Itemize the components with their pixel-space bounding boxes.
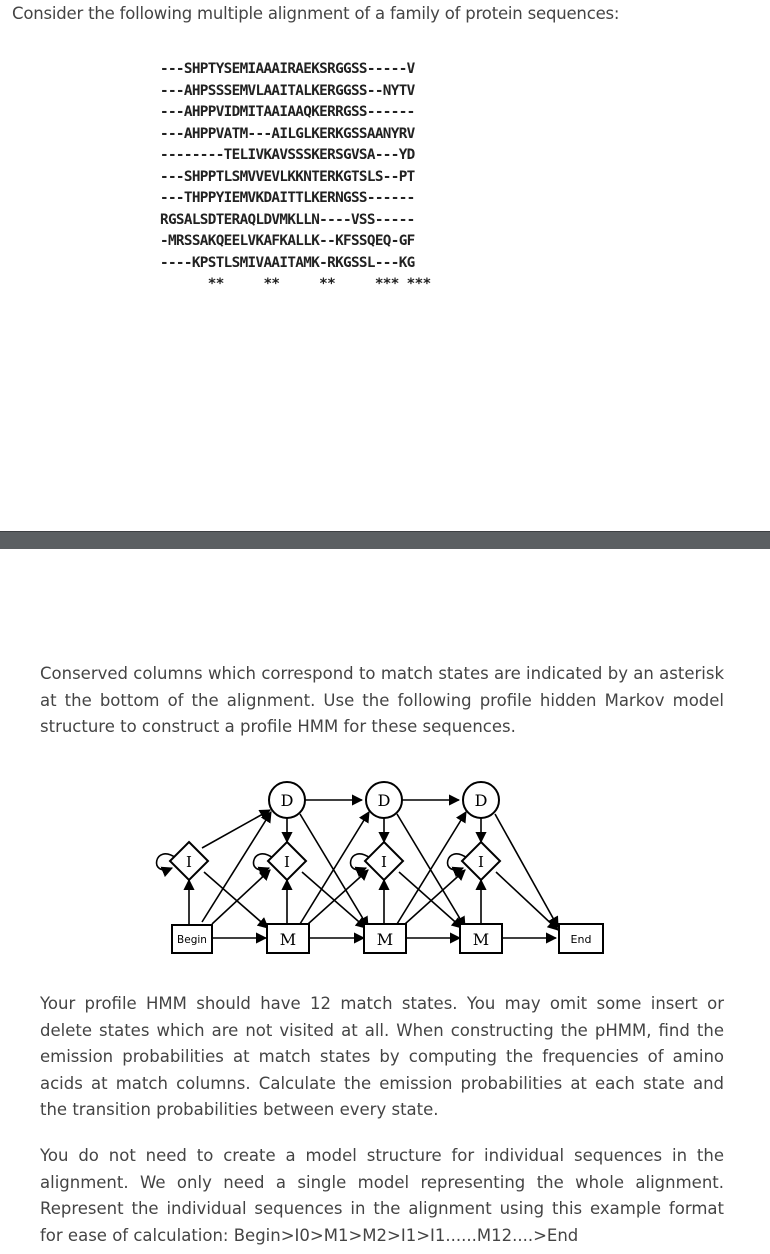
alignment-row: --------TELIVKAVSSSKERSGVSA---YD	[160, 147, 415, 163]
match-state	[364, 924, 406, 953]
delete-state	[269, 782, 305, 818]
svg-text:Begin: Begin	[177, 934, 207, 946]
svg-text:D: D	[280, 791, 294, 810]
svg-text:M: M	[279, 930, 297, 949]
svg-text:M: M	[472, 930, 490, 949]
conservation-row: ** ** ** *** ***	[160, 276, 431, 292]
svg-text:I: I	[381, 853, 387, 871]
alignment-row: RGSALSDTERAQLDVMKLLN----VSS-----	[160, 211, 415, 228]
end-state	[559, 924, 603, 953]
alignment-row: ---AHPPVATM---AILGLKERKGSSAANYRV	[160, 125, 415, 142]
profile-hmm-diagram	[140, 772, 620, 972]
alignment-row: ---SHPPTLSMVVEVLKKNTERKGTSLS--PT	[160, 168, 415, 185]
alignment-row: ---AHPSSSEMVLAAITALKERGGSS--NYTV	[160, 82, 415, 99]
insert-state	[365, 842, 403, 880]
svg-text:End: End	[570, 933, 592, 946]
svg-text:M: M	[376, 930, 394, 949]
insert-state	[462, 842, 500, 880]
delete-state	[366, 782, 402, 818]
instructions-paragraph-1: Conserved columns which correspond to match states are indicated by an asterisk at the bottom of the alignment. Use the following profile hidden Markov model structure to construct a profile HMM for these sequences.	[40, 664, 724, 736]
intro-text: Consider the following multiple alignment of a family of protein sequences:	[12, 4, 620, 23]
instructions-paragraph-2: Your profile HMM should have 12 match states. You may omit some insert or delete states which are not visited at all. When constructing the pHMM, find the emission probabilities at match states by computing the frequencies of amino acids at match columns. Calculate the emission probabilities at each state and the transition probabilities between every state.	[40, 994, 724, 1119]
alignment-row: ---AHPPVIDMITAAIAAQKERRGSS------	[160, 104, 415, 120]
svg-text:D: D	[377, 791, 391, 810]
alignment-row: -MRSSAKQEELVKAFKALLK--KFSSQEQ-GF	[160, 233, 415, 249]
delete-state	[463, 782, 499, 818]
svg-text:I: I	[478, 853, 484, 871]
begin-state	[172, 925, 212, 953]
alignment-row: ---THPPYIEMVKDAITTLKERNGSS------	[160, 190, 415, 206]
section-divider	[0, 531, 770, 549]
sequence-alignment	[160, 59, 431, 296]
insert-state	[268, 842, 306, 880]
instructions-paragraph-3: You do not need to create a model structure for individual sequences in the alignment. We only need a single model representing the whole alignment. Represent the individual sequences in the alignment using this example format for ease of calculation: Begin>I0>M1>M2>I1>I1......M12....>End	[40, 1146, 724, 1245]
svg-text:I: I	[284, 853, 290, 871]
match-state	[460, 924, 502, 953]
alignment-row: ---SHPTYSEMIAAAIRAEKSRGGSS-----V	[160, 61, 415, 77]
svg-text:D: D	[474, 791, 488, 810]
svg-text:I: I	[186, 853, 192, 871]
alignment-row: ----KPSTLSMIVAAITAMK-RKGSSL---KG	[160, 254, 415, 271]
match-state	[267, 924, 309, 953]
